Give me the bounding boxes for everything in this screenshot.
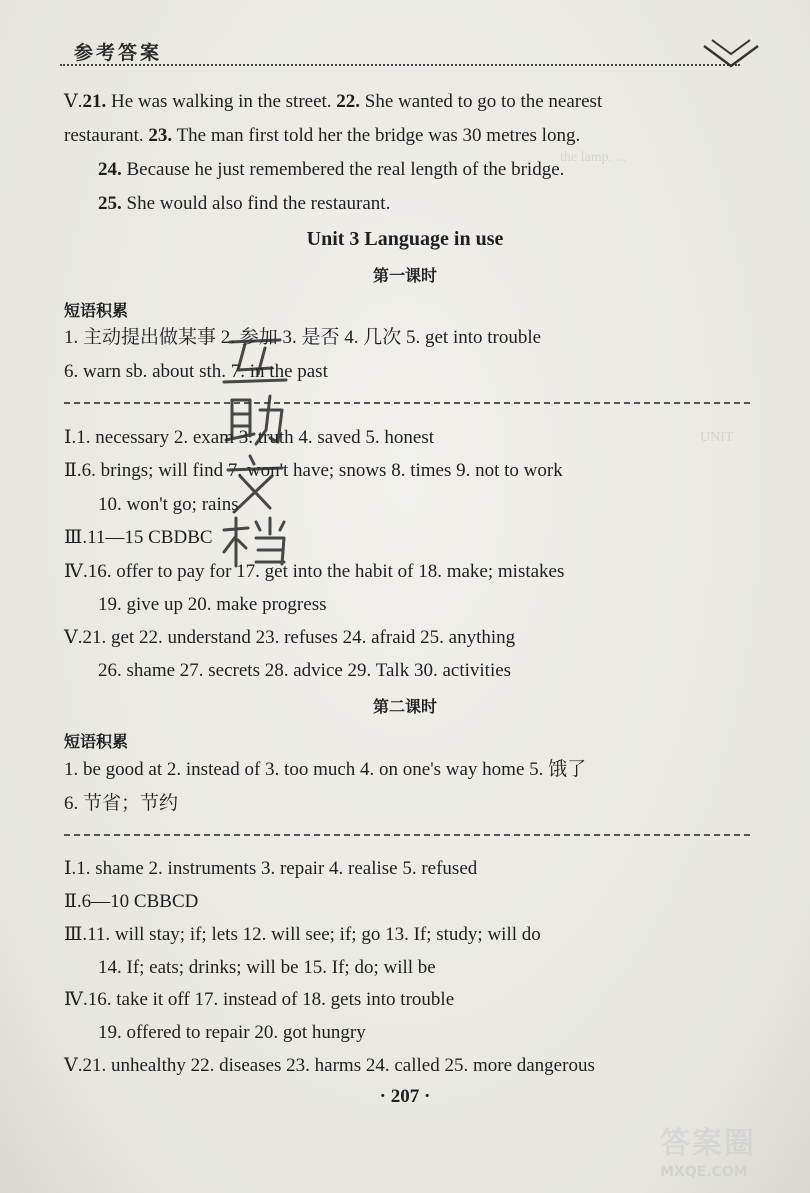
answer-text: She would also find the restaurant. [121,193,391,214]
exercise-text: 1. necessary 2. exam 3. truth 4. saved 5. honest [76,427,435,448]
answer-line [64,90,602,114]
answer-text: Because he just remembered the real length of the bridge. [121,159,565,180]
header-dotted-rule [60,64,740,66]
lesson-title: 第一课时 [372,266,437,285]
header-ribbon-icon [702,36,760,70]
exercise-line [98,1021,366,1045]
header-label: 参考答案 [74,42,163,64]
answer-number: 23. [148,125,173,146]
exercise-line [64,459,563,483]
phrase-line: 6. warn sb. about sth. 7. in the past [64,361,328,382]
roman-numeral: Ⅳ. [64,989,88,1010]
exercise-line [64,1054,595,1078]
watermark-url: MXQE.COM [660,1164,748,1180]
roman-numeral: Ⅱ. [64,891,82,912]
roman-numeral: Ⅲ. [64,527,88,548]
exercise-text: 16. take it off 17. instead of 18. gets into trouble [87,989,455,1010]
answer-number: 25. [98,193,122,214]
watermark-text: 答案圈 [660,1126,756,1161]
exercise-text: 19. offered to repair 20. got hungry [98,1022,366,1043]
answer-text: restaurant. [64,125,149,146]
exercise-text: 6—10 CBBCD [81,891,199,912]
lesson-title: 第二课时 [372,697,437,716]
roman-numeral: Ⅲ. [64,924,88,945]
answer-line [98,158,564,182]
exercise-text: 21. get 22. understand 23. refuses 24. afraid 25. anything [82,627,516,648]
answer-number: 24. [98,159,122,180]
roman-numeral: Ⅱ. [64,460,82,481]
answer-text: He was walking in the street. [106,91,337,112]
exercise-line [98,659,511,683]
exercise-line [64,560,564,584]
section-divider [64,402,750,404]
roman-numeral: Ⅴ. [64,1055,83,1076]
exercise-text: 10. won't go; rains [98,494,239,515]
exercise-text: 21. unhealthy 22. diseases 23. harms 24. called 25. more dangerous [82,1055,595,1076]
phrase-line: 1. be good at 2. instead of 3. too much 4. on one's way home 5. 饿了 [64,759,587,780]
exercise-line [64,923,541,947]
exercise-line [64,988,454,1012]
phrases-label: 短语积累 [64,732,129,751]
answer-text: The man first told her the bridge was 30 metres long. [172,125,581,146]
exercise-line [98,956,436,980]
exercise-text: 19. give up 20. make progress [98,594,327,615]
exercise-text: 11. will stay; if; lets 12. will see; if; go 13. If; study; will do [87,924,541,945]
answer-number: 21. [82,91,107,112]
handwritten-signature [210,330,300,570]
unit-title: Unit 3 Language in use [306,228,504,250]
roman-numeral: Ⅴ. [64,627,83,648]
exercise-line [98,593,326,617]
roman-numeral: Ⅰ. [64,427,77,448]
exercise-text: 14. If; eats; drinks; will be 15. If; do; will be [98,957,436,978]
exercise-text: 26. shame 27. secrets 28. advice 29. Talk 30. activities [98,660,512,681]
bleed-through-text: the lamp. ... [560,150,627,165]
exercise-line [64,890,198,914]
answer-line [98,192,390,216]
exercise-line [64,857,477,881]
watermark-logo [660,1118,800,1188]
roman-numeral: Ⅰ. [64,858,77,879]
exercise-text: 1. shame 2. instruments 3. repair 4. realise 5. refused [76,858,478,879]
answer-text: She wanted to go to the nearest [360,91,603,112]
answer-line [64,124,580,148]
page-header [60,36,760,70]
bleed-through-text: UNIT [700,430,734,445]
page-number: · 207 · [379,1086,431,1107]
exercise-line [64,526,213,550]
roman-numeral: Ⅴ. [64,91,83,112]
exercise-text: 6. brings; will find 7. won't have; snows 8. times 9. not to work [81,460,563,481]
roman-numeral: Ⅳ. [64,561,88,582]
phrases-label: 短语积累 [64,301,129,320]
phrase-line: 1. 主动提出做某事 2. 参加 3. 是否 4. 几次 5. get into trouble [64,327,542,348]
exercise-text: 11—15 CBDBC [87,527,213,548]
phrase-line: 6. 节省；节约 [64,793,179,814]
exercise-line [64,626,515,650]
section-divider [64,834,750,836]
answer-number: 22. [336,91,361,112]
exercise-text: 16. offer to pay for 17. get into the habit of 18. make; mistakes [87,561,565,582]
